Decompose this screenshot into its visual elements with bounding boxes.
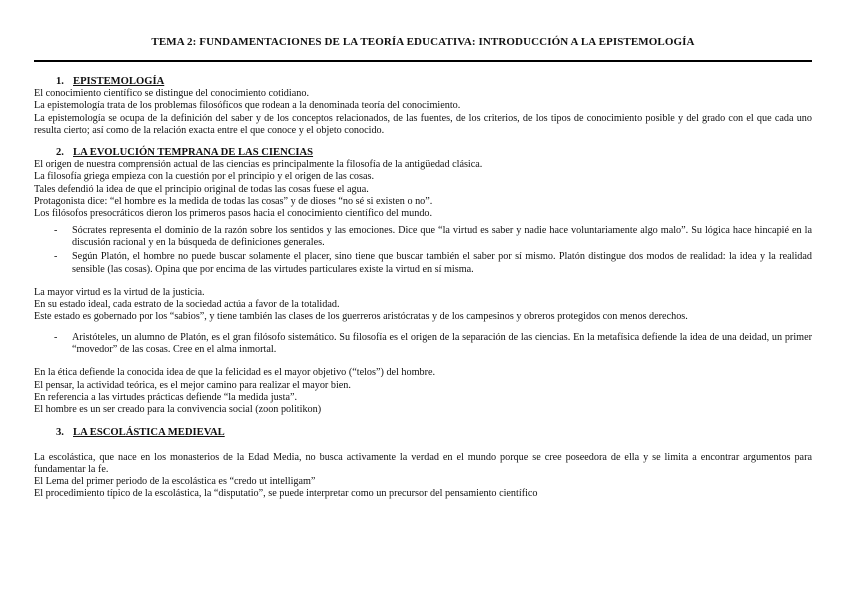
section-title: LA ESCOLÁSTICA MEDIEVAL (73, 426, 225, 438)
document-page (34, 0, 812, 600)
list-item (34, 332, 812, 357)
paragraph: El conocimiento científico se distingue del conocimiento cotidiano. (34, 88, 309, 99)
paragraph: En su estado ideal, cada estrato de la sociedad actúa a favor de la totalidad. (34, 299, 340, 311)
list-item-text: Aristóteles, un alumno de Platón, es el gran filósofo sistemático. Su filosofía es el origen de la separación de las ciencias. En la metafísica defiende la idea de una deidad, un primer “movedor” de las cosas. Cree en el alma inmortal. (72, 331, 812, 356)
list-item-text: Según Platón, el hombre no puede buscar solamente el placer, sino tiene que buscar también el saber por sí mismo. Platón distingue dos modos de realidad: la idea y la realidad sensible (las cosas). Opina que por encima de las virtudes particulares existe la virtud en sí misma. (72, 251, 812, 275)
paragraph: Protagonista dice: “el hombre es la medida de todas las cosas” y de dioses “no sé si existen o no”. (34, 196, 433, 208)
section-title: LA EVOLUCIÓN TEMPRANA DE LAS CIENCIAS (73, 147, 314, 159)
bullet-list (34, 225, 812, 276)
list-item-text: Sócrates representa el dominio de la razón sobre los sentidos y las emociones. Dice que “la virtud es saber y nadie hace voluntariamente algo malo”. Su lógica hace hincapié en la discusión racional y en la búsqueda de definiciones generales. (72, 224, 812, 248)
paragraph: Tales defendió la idea de que el principio original de todas las cosas fuese el agua. (34, 183, 369, 195)
section-number: 1. (56, 76, 64, 87)
document-title: TEMA 2: FUNDAMENTACIONES DE LA TEORÍA EDUCATIVA: INTRODUCCIÓN A LA EPISTEMOLOGÍA (151, 36, 695, 48)
paragraph: Este estado es gobernado por los “sabios”, y tiene también las clases de los guerreros aristócratas y de los campesinos y obreros protegidos con menos derechos. (34, 311, 688, 323)
section-heading-epistemologia (56, 75, 812, 88)
section-number: 3. (56, 426, 64, 438)
list-item (34, 225, 812, 250)
paragraph: En referencia a las virtudes prácticas defiende “la medida justa”. (34, 391, 298, 403)
bullet-list (34, 332, 812, 357)
paragraph: El Lema del primer periodo de la escolástica es “credo ut intelligam” (34, 476, 316, 488)
bullet-marker: - (54, 331, 58, 343)
title-divider (34, 60, 812, 62)
paragraph: Los filósofos presocráticos dieron los primeros pasos hacia el conocimiento científico del mundo. (34, 208, 433, 220)
paragraph: La escolástica, que nace en los monasterios de la Edad Media, no busca activamente la verdad en el mundo porque se cree poseedora de ella y se limita a encontrar argumentos para fundamentar la fe. (34, 451, 812, 475)
section-title: EPISTEMOLOGÍA (73, 76, 165, 87)
bullet-marker: - (54, 251, 58, 263)
paragraph: El hombre es un ser creado para la convivencia social (zoon politikon) (34, 404, 322, 416)
paragraph: El procedimiento típico de la escolástica, la “disputatio”, se puede interpretar como un precursor del pensamiento científico (34, 488, 538, 500)
paragraph: La mayor virtud es la virtud de la justicia. (34, 286, 205, 298)
paragraph: La epistemología trata de los problemas filosóficos que rodean a la denominada teoría del conocimiento. (34, 100, 461, 112)
document-body (34, 75, 812, 501)
paragraph: La epistemología se ocupa de la definición del saber y de los conceptos relacionados, de las fuentes, de los criterios, de los tipos de conocimiento posible y del grado con el que cada uno resulta cierto; así como de la relación exacta entre el que conoce y el objeto conocido. (34, 112, 812, 136)
paragraph: El origen de nuestra comprensión actual de las ciencias es principalmente la filosofía de la antigüedad clásica. (34, 159, 483, 171)
paragraph: La filosofía griega empieza con la cuestión por el principio y el origen de las cosas. (34, 171, 375, 183)
section-heading-escolastica (56, 426, 812, 439)
paragraph: En la ética defiende la conocida idea de que la felicidad es el mayor objetivo (“telos”) del hombre. (34, 367, 436, 379)
section-number: 2. (56, 147, 64, 159)
list-item (34, 251, 812, 276)
paragraph: El pensar, la actividad teórica, es el mejor camino para realizar el mayor bien. (34, 379, 351, 391)
section-heading-evolucion-ciencias (56, 146, 812, 159)
bullet-marker: - (54, 224, 58, 236)
